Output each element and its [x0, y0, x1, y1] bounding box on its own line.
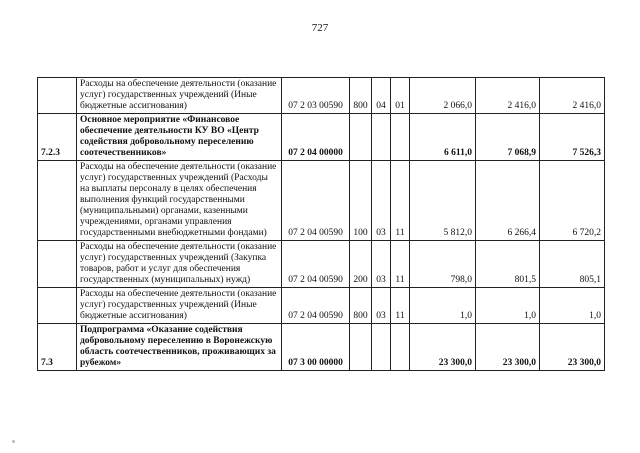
- subsection-code: [391, 114, 410, 161]
- table-row: [38, 241, 605, 288]
- target-article-code: 07 2 04 00590: [282, 161, 350, 241]
- amount-year-3: 7 526,3: [540, 114, 605, 161]
- amount-year-3: 1,0: [540, 288, 605, 324]
- target-article-code: 07 2 04 00590: [282, 241, 350, 288]
- subsection-code: [391, 324, 410, 371]
- expense-type-code: 800: [350, 78, 372, 114]
- amount-year-3: 6 720,2: [540, 161, 605, 241]
- target-article-code: 07 3 00 00000: [282, 324, 350, 371]
- row-description: Подпрограмма «Оказание содействия добровольному переселению в Воронежскую область соотечественников, проживающих за рубежом»: [77, 324, 282, 371]
- expense-type-code: 200: [350, 241, 372, 288]
- budget-table: [37, 77, 605, 371]
- expense-type-code: 100: [350, 161, 372, 241]
- row-number: [38, 161, 77, 241]
- expense-type-code: 800: [350, 288, 372, 324]
- row-number: [38, 288, 77, 324]
- subsection-code: 11: [391, 161, 410, 241]
- amount-year-1: 2 066,0: [410, 78, 476, 114]
- amount-year-1: 798,0: [410, 241, 476, 288]
- target-article-code: 07 2 03 00590: [282, 78, 350, 114]
- amount-year-3: 23 300,0: [540, 324, 605, 371]
- target-article-code: 07 2 04 00000: [282, 114, 350, 161]
- table-row: [38, 114, 605, 161]
- subsection-code: 01: [391, 78, 410, 114]
- expense-type-code: [350, 114, 372, 161]
- amount-year-1: 23 300,0: [410, 324, 476, 371]
- row-description: Основное мероприятие «Финансовое обеспечение деятельности КУ ВО «Центр содействия добровольному переселению соотечественников»: [77, 114, 282, 161]
- amount-year-2: 2 416,0: [476, 78, 540, 114]
- amount-year-2: 7 068,9: [476, 114, 540, 161]
- subsection-code: 11: [391, 241, 410, 288]
- amount-year-1: 1,0: [410, 288, 476, 324]
- amount-year-3: 2 416,0: [540, 78, 605, 114]
- page-number: 727: [311, 22, 329, 34]
- section-code: [372, 324, 391, 371]
- row-number: [38, 241, 77, 288]
- section-code: 04: [372, 78, 391, 114]
- table-row: [38, 288, 605, 324]
- row-number: 7.3: [38, 324, 77, 371]
- amount-year-2: 1,0: [476, 288, 540, 324]
- table-row: [38, 161, 605, 241]
- section-code: [372, 114, 391, 161]
- section-code: 03: [372, 241, 391, 288]
- table-row: [38, 324, 605, 371]
- section-code: 03: [372, 161, 391, 241]
- row-description: Расходы на обеспечение деятельности (оказание услуг) государственных учреждений (Расходы на выплаты персоналу в целях обеспечения выполнения функций государственными (муниципальными) органами, казенными учреждениями, органами управления государственными внебюджетными фондами): [77, 161, 282, 241]
- amount-year-2: 801,5: [476, 241, 540, 288]
- amount-year-2: 6 266,4: [476, 161, 540, 241]
- row-number: [38, 78, 77, 114]
- expense-type-code: [350, 324, 372, 371]
- section-code: 03: [372, 288, 391, 324]
- amount-year-1: 5 812,0: [410, 161, 476, 241]
- scan-speck: [12, 440, 15, 443]
- row-description: Расходы на обеспечение деятельности (оказание услуг) государственных учреждений (Иные бюджетные ассигнования): [77, 78, 282, 114]
- target-article-code: 07 2 04 00590: [282, 288, 350, 324]
- row-number: 7.2.3: [38, 114, 77, 161]
- amount-year-1: 6 611,0: [410, 114, 476, 161]
- subsection-code: 11: [391, 288, 410, 324]
- row-description: Расходы на обеспечение деятельности (оказание услуг) государственных учреждений (Иные бюджетные ассигнования): [77, 288, 282, 324]
- table-row: [38, 78, 605, 114]
- amount-year-3: 805,1: [540, 241, 605, 288]
- amount-year-2: 23 300,0: [476, 324, 540, 371]
- row-description: Расходы на обеспечение деятельности (оказание услуг) государственных учреждений (Закупка товаров, работ и услуг для обеспечения государственных (муниципальных) нужд): [77, 241, 282, 288]
